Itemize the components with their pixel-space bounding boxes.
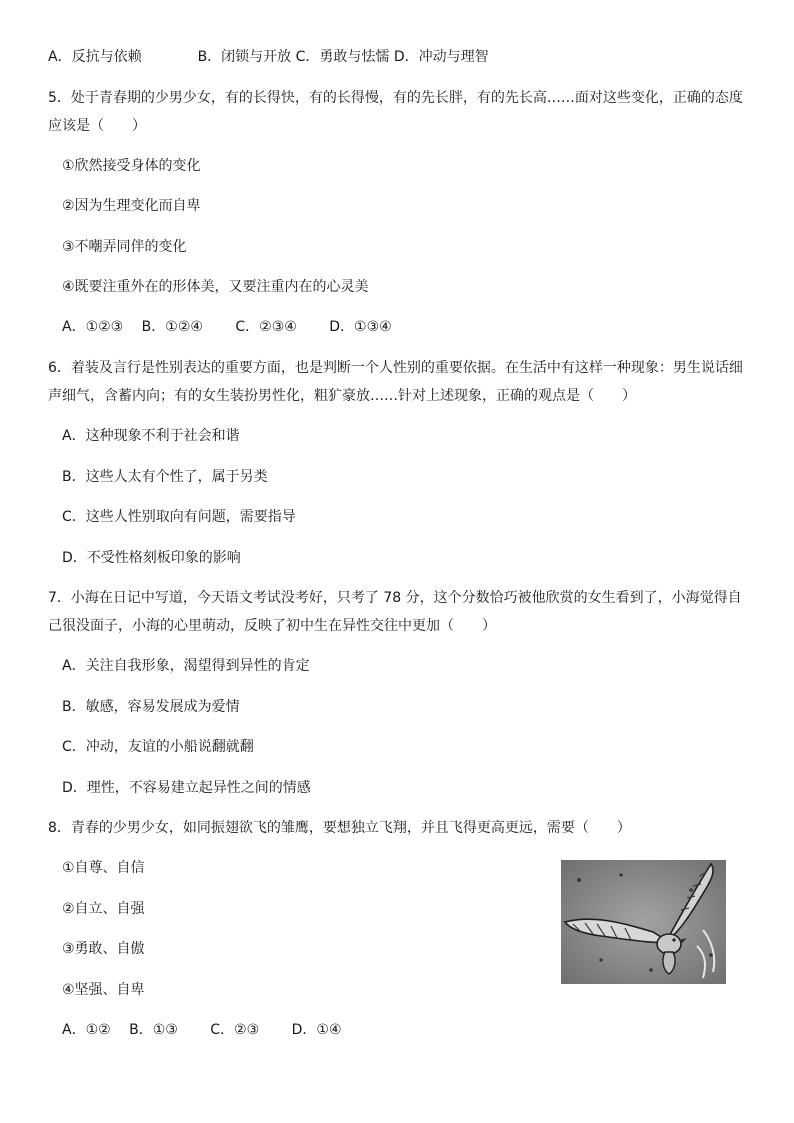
question-8-stem: 8．青春的少男少女，如同振翅欲飞的雏鹰，要想独立飞翔，并且飞得更高更远，需要（ ） <box>48 820 631 836</box>
eagle-icon <box>561 860 726 984</box>
question-7-option-c: C．冲动，友谊的小船说翻就翻 <box>62 739 254 755</box>
question-6-stem-line-1: 6．着装及言行是性别表达的重要方面，也是判断一个人性别的重要依据。在生活中有这样一种现象：男生说话细 <box>48 360 743 376</box>
question-6-stem-line-2: 声细气，含蓄内向；有的女生装扮男性化，粗犷豪放……针对上述现象，正确的观点是（ ） <box>48 388 636 404</box>
question-8-item-4: ④坚强、自卑 <box>62 982 145 998</box>
question-7-option-b: B．敏感，容易发展成为爱情 <box>62 699 240 715</box>
question-8-item-3: ③勇敢、自傲 <box>62 941 145 957</box>
question-8-options: A．①② B．①③ C．②③ D．①④ <box>62 1022 342 1038</box>
question-6-option-b: B．这些人太有个性了，属于另类 <box>62 469 268 485</box>
question-5-item-4: ④既要注重外在的形体美，又要注重内在的心灵美 <box>62 279 369 295</box>
question-5-options: A．①②③ B．①②④ C．②③④ D．①③④ <box>62 319 392 335</box>
question-5-stem-line-1: 5．处于青春期的少男少女，有的长得快，有的长得慢，有的先长胖，有的先长高……面对这些变化，正确的态度 <box>48 90 743 106</box>
question-6-option-a: A．这种现象不利于社会和谐 <box>62 428 240 444</box>
question-5-item-3: ③不嘲弄同伴的变化 <box>62 239 187 255</box>
question-6-option-c: C．这些人性别取向有问题，需要指导 <box>62 509 296 525</box>
question-4-options: A．反抗与依赖 B．闭锁与开放 C．勇敢与怯懦 D．冲动与理智 <box>48 49 489 65</box>
question-7-stem-line-1: 7．小海在日记中写道，今天语文考试没考好，只考了 78 分，这个分数恰巧被他欣赏的女生看到了，小海觉得自 <box>48 590 742 606</box>
question-8-item-2: ②自立、自强 <box>62 901 145 917</box>
question-7-option-a: A．关注自我形象，渴望得到异性的肯定 <box>62 658 310 674</box>
question-5-item-1: ①欣然接受身体的变化 <box>62 158 201 174</box>
question-5-stem-line-2: 应该是（ ） <box>48 118 146 134</box>
question-5-item-2: ②因为生理变化而自卑 <box>62 198 201 214</box>
question-6-option-d: D．不受性格刻板印象的影响 <box>62 550 241 566</box>
eagle-photo <box>561 860 726 984</box>
question-7-option-d: D．理性，不容易建立起异性之间的情感 <box>62 780 311 796</box>
question-7-stem-line-2: 己很没面子，小海的心里萌动，反映了初中生在异性交往中更加（ ） <box>48 618 496 634</box>
question-8-item-1: ①自尊、自信 <box>62 860 145 876</box>
